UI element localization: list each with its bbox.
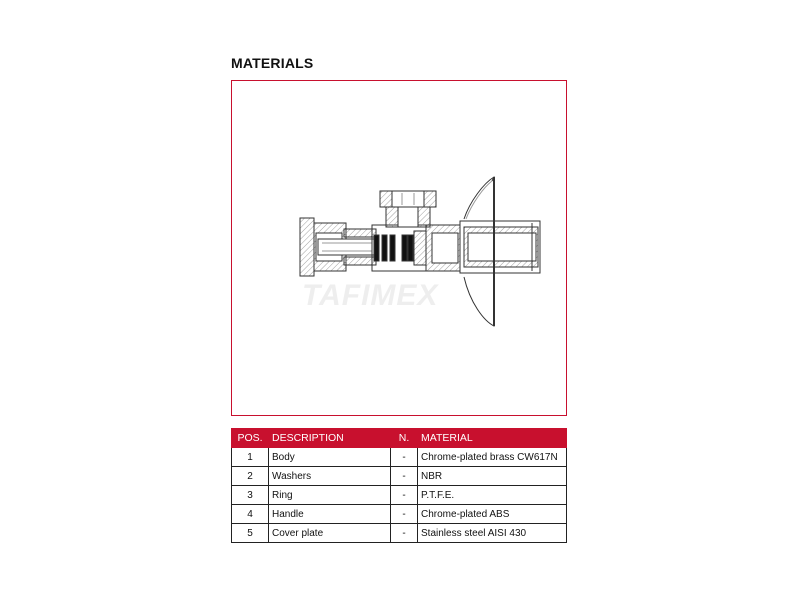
table-header-row (232, 429, 567, 448)
header-material: MATERIAL (418, 429, 567, 448)
cell-pos: 1 (232, 448, 269, 467)
cell-pos: 5 (232, 524, 269, 543)
tafimex-logo-watermark: TAFIMEX (302, 279, 439, 312)
valve-drawing-frame (231, 80, 567, 416)
cell-n: - (391, 486, 418, 505)
cell-n: - (391, 448, 418, 467)
header-description: DESCRIPTION (269, 429, 391, 448)
cell-material: Chrome-plated brass CW617N (418, 448, 567, 467)
cell-n: - (391, 505, 418, 524)
cell-description: Washers (269, 467, 391, 486)
table-row (232, 448, 567, 467)
table-row (232, 524, 567, 543)
table-row (232, 505, 567, 524)
cell-pos: 2 (232, 467, 269, 486)
table-row (232, 486, 567, 505)
header-pos: POS. (232, 429, 269, 448)
cell-n: - (391, 467, 418, 486)
cell-description: Body (269, 448, 391, 467)
materials-table (231, 428, 567, 543)
cell-pos: 3 (232, 486, 269, 505)
cell-material: Stainless steel AISI 430 (418, 524, 567, 543)
cell-material: Chrome-plated ABS (418, 505, 567, 524)
cell-description: Handle (269, 505, 391, 524)
cell-description: Ring (269, 486, 391, 505)
cell-pos: 4 (232, 505, 269, 524)
cell-description: Cover plate (269, 524, 391, 543)
cell-material: P.T.F.E. (418, 486, 567, 505)
valve-cross-section-drawing (232, 81, 568, 417)
page-title: MATERIALS (231, 55, 314, 71)
cell-n: - (391, 524, 418, 543)
cell-material: NBR (418, 467, 567, 486)
table-row (232, 467, 567, 486)
header-n: N. (391, 429, 418, 448)
